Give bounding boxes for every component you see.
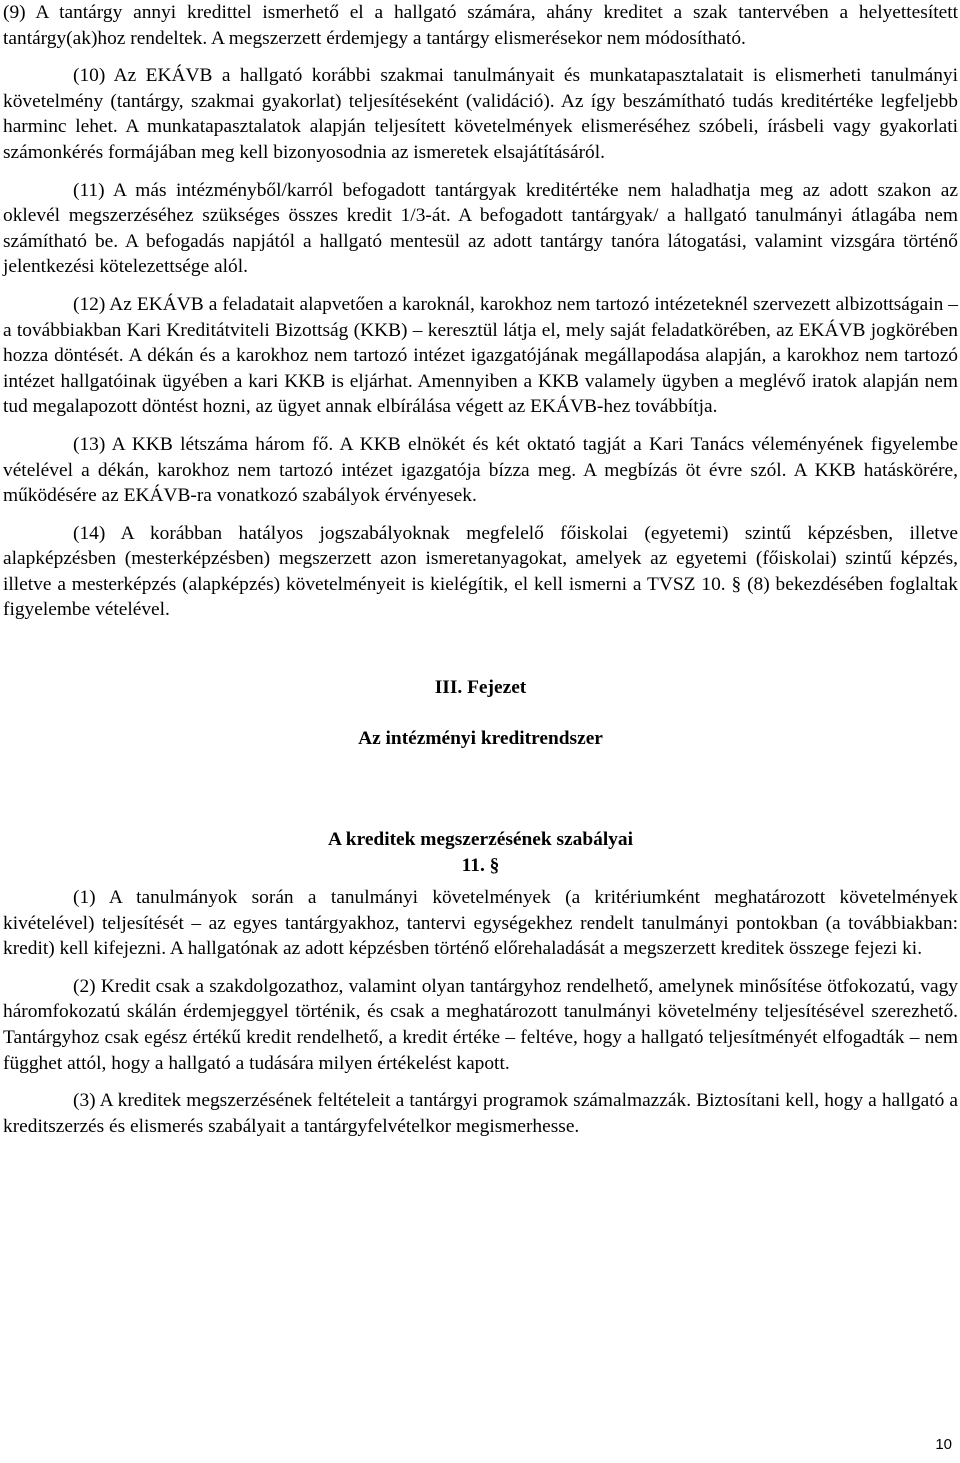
paragraph-14: (14) A korábban hatályos jogszabályoknak megfelelő főiskolai (egyetemi) szintű képzésben, illetve alapképzésben (mesterképzésben) megszerzett azon ismeretanyagokat, amelyek az egyetemi (főiskolai) szintű képzés, illetve a mesterképzés (alapképzés) követelményeit is kielégítik, el kell ismerni a TVSZ 10. § (8) bekezdésében foglaltak figyelembe vételével. <box>3 522 958 621</box>
paragraph-10: (10) Az EKÁVB a hallgató korábbi szakmai tanulmányait és munkatapasztalatait is elismerheti tanulmányi követelmény (tantárgy, szakmai gyakorlat) teljesítéseként (validáció). Az így beszámítható tudás kreditértéke legfeljebb harminc lehet. A munkatapasztalatok alapján teljesített követelmények elismeréséhez szóbeli, írásbeli vagy gyakorlati számonkérés formájában meg kell bizonyosodnia az ismeretek elsajátításáról. <box>3 65 958 163</box>
section-paragraph-3: (3) A kreditek megszerzésének feltételeit a tantárgyi programok számalmazzák. Biztosítani kell, hogy a hallgató a kreditszerzés és elismerés szabályait a tantárgyfelvételkor megismerhesse. <box>3 1090 958 1137</box>
chapter-title: Az intézményi kreditrendszer <box>358 728 603 750</box>
chapter-label: III. Fejezet <box>434 677 527 699</box>
page-number: 10 <box>935 1436 952 1453</box>
section-paragraph-2: (2) Kredit csak a szakdolgozathoz, valamint olyan tantárgyhoz rendelhető, amelynek minősítése ötfokozatú, vagy háromfokozatú skálán érdemjeggyel történik, és csak a meghatározott tanulmányi követelmény teljesítésével szerezhető. Tantárgyhoz csak egész értékű kredit rendelhető, a kredit értéke – feltéve, hogy a hallgató teljesítményét elfogadták – nem függhet attól, hogy a hallgató a tudására milyen értékelést kapott. <box>3 975 958 1074</box>
paragraph-13: (13) A KKB létszáma három fő. A KKB elnökét és két oktató tagját a Kari Tanács véleményének figyelembe vételével a dékán, karokhoz nem tartozó intézet igazgatója bízza meg. A megbízás öt évre szól. A KKB hatáskörére, működésére az EKÁVB-ra vonatkozó szabályok érvényesek. <box>3 433 958 507</box>
section-number: 11. § <box>461 855 500 877</box>
paragraph-9: (9) A tantárgy annyi kredittel ismerhető el a hallgató számára, ahány kreditet a szak tantervében a helyettesített tantárgy(ak)hoz rendeltek. A megszerzett érdemjegy a tantárgy elismerésekor nem módosítható. <box>3 2 958 49</box>
section-paragraph-1: (1) A tanulmányok során a tanulmányi követelmények (a kritériumként meghatározott követelmények kivételével) teljesítését – az egyes tantárgyakhoz, tantervi egységekhez rendelt tanulmányi pontokban (a továbbiakban: kredit) kell kifejezni. A hallgatónak az adott képzésben történő előrehaladását a megszerzett kreditek összege fejezi ki. <box>3 887 958 960</box>
document-page <box>3 0 958 1139</box>
section-title: A kreditek megszerzésének szabályai <box>328 829 633 851</box>
paragraph-12: (12) Az EKÁVB a feladatait alapvetően a karoknál, karokhoz nem tartozó intézeteknél szervezett albizottságain – a továbbiakban Kari Kreditátviteli Bizottság (KKB) – keresztül látja el, mely saját feladatkörében, az EKÁVB jogkörében hozza döntését. A dékán és a karokhoz nem tartozó intézet igazgatójának megállapodása alapján, a karokhoz nem tartozó intézet hallgatóinak ügyében a kari KKB is eljárhat. Amennyiben a KKB valamely ügyben a meglévő iratok alapján nem tud megalapozott döntést hozni, az ügyet annak elbírálása végett az EKÁVB-hez továbbítja. <box>3 293 958 418</box>
paragraph-11: (11) A más intézményből/karról befogadott tantárgyak kreditértéke nem haladhatja meg az adott szakon az oklevél megszerzéséhez szükséges összes kredit 1/3-át. A befogadott tantárgyak/ a hallgató tanulmányi átlagába nem számítható be. A befogadás napjától a hallgató mentesül az adott tantárgy tanóra látogatási, valamint vizsgára történő jelentkezési kötelezettsége alól. <box>3 179 958 278</box>
